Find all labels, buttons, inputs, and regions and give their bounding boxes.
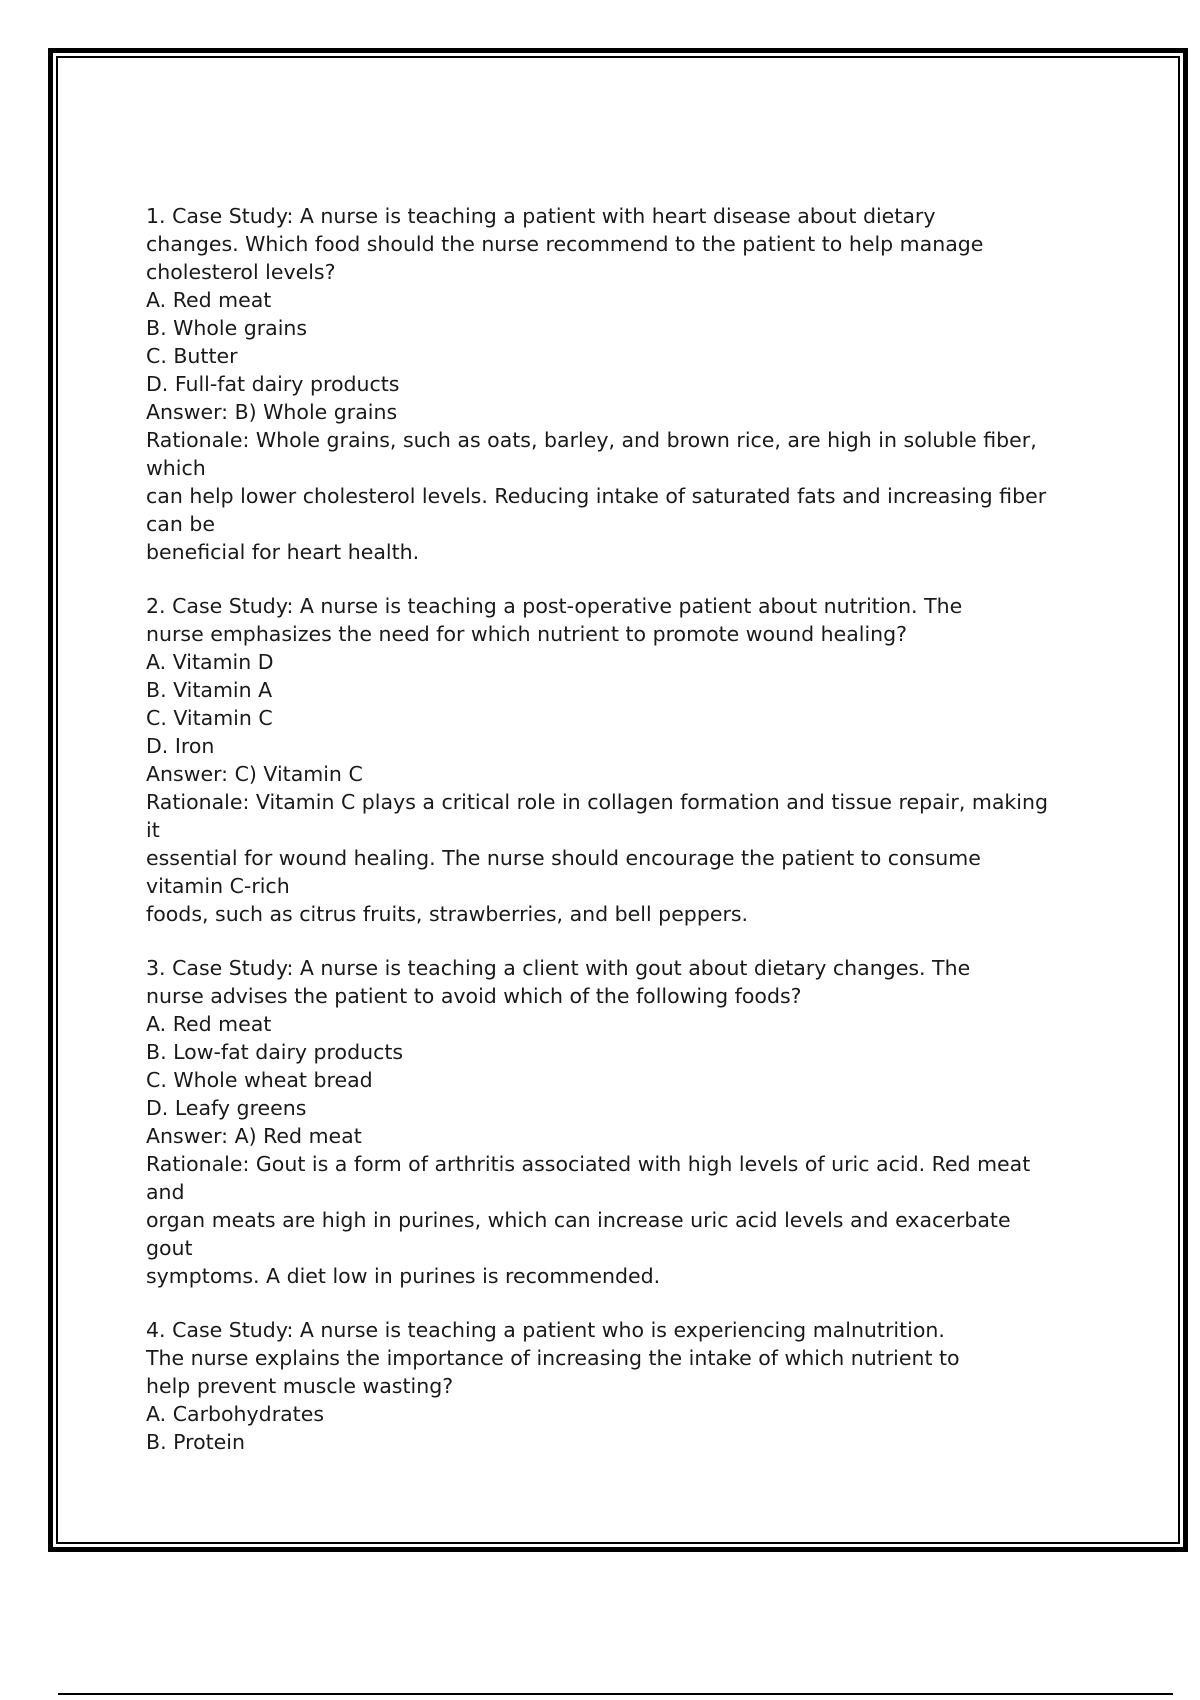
option-a: A. Red meat	[146, 288, 272, 312]
option-a: A. Vitamin D	[146, 650, 274, 674]
rationale-line: it	[146, 818, 160, 842]
option-c: C. Butter	[146, 344, 238, 368]
question-1-line: changes. Which food should the nurse recommend to the patient to help manage	[146, 232, 984, 256]
rationale-line: symptoms. A diet low in purines is recommended.	[146, 1264, 661, 1288]
rationale-line: Rationale: Vitamin C plays a critical role in collagen formation and tissue repair, making	[146, 790, 1048, 814]
rationale-line: Rationale: Whole grains, such as oats, barley, and brown rice, are high in soluble fiber,	[146, 428, 1037, 452]
answer: Answer: C) Vitamin C	[146, 762, 363, 786]
rationale-line: gout	[146, 1236, 193, 1260]
footer-divider	[58, 1693, 1173, 1695]
option-d: D. Leafy greens	[146, 1096, 307, 1120]
option-a: A. Carbohydrates	[146, 1402, 325, 1426]
option-d: D. Iron	[146, 734, 215, 758]
rationale-line: can be	[146, 512, 215, 536]
rationale-line: vitamin C-rich	[146, 874, 290, 898]
question-2-line: nurse emphasizes the need for which nutrient to promote wound healing?	[146, 622, 908, 646]
question-2	[146, 592, 1096, 928]
question-3	[146, 954, 1096, 1290]
option-a: A. Red meat	[146, 1012, 272, 1036]
question-1-line: cholesterol levels?	[146, 260, 336, 284]
question-4-line: help prevent muscle wasting?	[146, 1374, 454, 1398]
rationale-line: Rationale: Gout is a form of arthritis associated with high levels of uric acid. Red meat	[146, 1152, 1031, 1176]
rationale-line: and	[146, 1180, 185, 1204]
question-4-line: The nurse explains the importance of increasing the intake of which nutrient to	[146, 1346, 960, 1370]
option-d: D. Full-fat dairy products	[146, 372, 400, 396]
rationale-line: which	[146, 456, 206, 480]
question-4	[146, 1316, 1096, 1456]
question-1	[146, 202, 1096, 566]
option-b: B. Protein	[146, 1430, 245, 1454]
option-b: B. Vitamin A	[146, 678, 273, 702]
option-c: C. Whole wheat bread	[146, 1068, 373, 1092]
answer: Answer: B) Whole grains	[146, 400, 398, 424]
question-3-line: nurse advises the patient to avoid which of the following foods?	[146, 984, 802, 1008]
rationale-line: beneficial for heart health.	[146, 540, 420, 564]
question-3-line: 3. Case Study: A nurse is teaching a client with gout about dietary changes. The	[146, 956, 971, 980]
question-1-line: 1. Case Study: A nurse is teaching a patient with heart disease about dietary	[146, 204, 936, 228]
rationale-line: can help lower cholesterol levels. Reducing intake of saturated fats and increasing fiber	[146, 484, 1047, 508]
document-content	[146, 202, 1096, 1482]
option-b: B. Low-fat dairy products	[146, 1040, 404, 1064]
rationale-line: foods, such as citrus fruits, strawberries, and bell peppers.	[146, 902, 749, 926]
option-b: B. Whole grains	[146, 316, 308, 340]
answer: Answer: A) Red meat	[146, 1124, 362, 1148]
question-4-line: 4. Case Study: A nurse is teaching a patient who is experiencing malnutrition.	[146, 1318, 945, 1342]
rationale-line: organ meats are high in purines, which can increase uric acid levels and exacerbate	[146, 1208, 1011, 1232]
option-c: C. Vitamin C	[146, 706, 273, 730]
rationale-line: essential for wound healing. The nurse should encourage the patient to consume	[146, 846, 981, 870]
question-2-line: 2. Case Study: A nurse is teaching a post-operative patient about nutrition. The	[146, 594, 963, 618]
